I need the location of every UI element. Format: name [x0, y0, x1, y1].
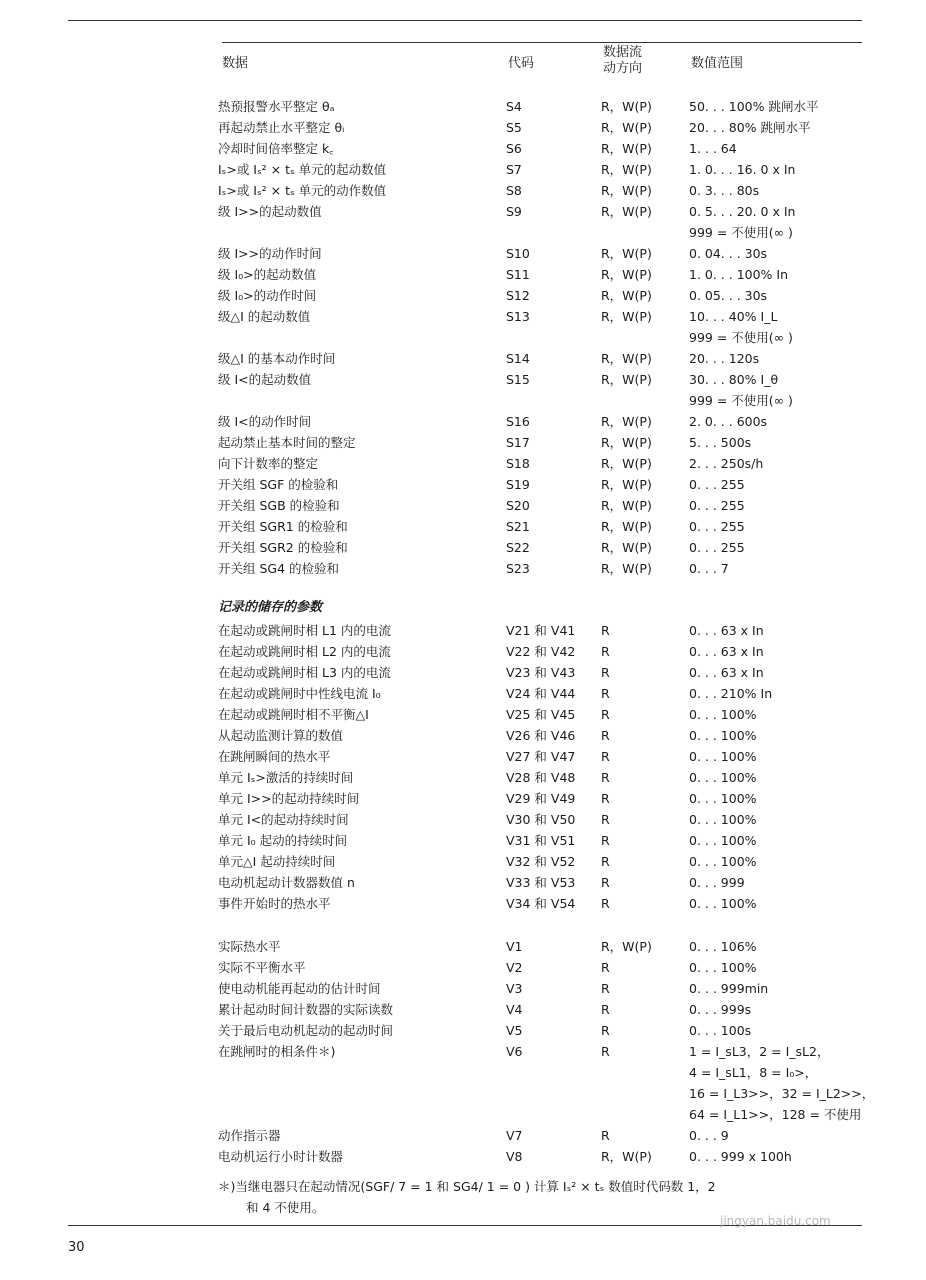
cell-code: S18 [506, 456, 530, 471]
cell-flow: R，W(P) [601, 456, 652, 471]
cell-name: 实际热水平 [218, 939, 281, 954]
cell-name: Iₛ>或 Iₛ² × tₛ 单元的动作数值 [218, 183, 387, 198]
table-row [0, 96, 926, 117]
cell-code: S12 [506, 288, 530, 303]
table-row [0, 809, 926, 830]
cell-range: 0. . . 100% [689, 749, 757, 764]
cell-flow: R [601, 623, 610, 638]
cell-range: 0. 04. . . 30s [689, 246, 768, 261]
cell-flow: R [601, 981, 610, 996]
cell-code: S20 [506, 498, 530, 513]
table-row [0, 243, 926, 264]
cell-code: S8 [506, 183, 522, 198]
table-row [0, 222, 926, 243]
cell-flow: R [601, 875, 610, 890]
table-row [0, 893, 926, 914]
cell-range: 20. . . 120s [689, 351, 760, 366]
cell-name: 在起动或跳闸时相 L3 内的电流 [218, 665, 391, 680]
cell-code: S16 [506, 414, 530, 429]
cell-flow: R，W(P) [601, 519, 652, 534]
cell-flow: R，W(P) [601, 372, 652, 387]
cell-range: 0. . . 999s [689, 1002, 752, 1017]
table-row [0, 369, 926, 390]
table-row [0, 683, 926, 704]
table-row [0, 138, 926, 159]
cell-range: 0. . . 100s [689, 1023, 752, 1038]
cell-range: 30. . . 80% I_θ [689, 372, 779, 387]
cell-code: S19 [506, 477, 530, 492]
cell-code: V32 和 V52 [506, 854, 576, 869]
cell-flow: R [601, 812, 610, 827]
cell-range: 0. . . 210% In [689, 686, 773, 701]
table-row [0, 348, 926, 369]
table-row [0, 1020, 926, 1041]
cell-name: 级 I₀>的起动数值 [218, 267, 317, 282]
cell-range: 0. . . 100% [689, 960, 757, 975]
cell-range: 5. . . 500s [689, 435, 752, 450]
cell-range: 0. . . 999 x 100h [689, 1149, 792, 1164]
cell-range: 0. 5. . . 20. 0 x In [689, 204, 796, 219]
cell-flow: R，W(P) [601, 309, 652, 324]
cell-name: 在起动或跳闸时相 L1 内的电流 [218, 623, 391, 638]
cell-name: 电动机运行小时计数器 [218, 1149, 344, 1164]
table-row [0, 746, 926, 767]
table-row [0, 767, 926, 788]
header-flow-line2: 动方向 [603, 61, 643, 76]
cell-range: 1. . . 64 [689, 141, 737, 156]
cell-name: 在跳闸时的相条件＊) [218, 1044, 336, 1059]
table-row [0, 453, 926, 474]
cell-flow: R，W(P) [601, 288, 652, 303]
cell-flow: R [601, 665, 610, 680]
cell-flow: R，W(P) [601, 246, 652, 261]
table-row [0, 411, 926, 432]
cell-flow: R，W(P) [601, 561, 652, 576]
cell-range: 1. 0. . . 100% In [689, 267, 789, 282]
cell-name: 热预报警水平整定 θₐ [218, 99, 335, 114]
cell-name: 级 I₀>的动作时间 [218, 288, 317, 303]
cell-flow: R，W(P) [601, 267, 652, 282]
cell-flow: R，W(P) [601, 939, 652, 954]
cell-name: 单元 I<的起动持续时间 [218, 812, 349, 827]
cell-range: 0. . . 999 [689, 875, 745, 890]
cell-name: Iₛ>或 Iₛ² × tₛ 单元的起动数值 [218, 162, 387, 177]
table-row [0, 620, 926, 641]
table-row [0, 704, 926, 725]
cell-code: V7 [506, 1128, 523, 1143]
cell-flow: R [601, 854, 610, 869]
table-row [0, 474, 926, 495]
cell-flow: R，W(P) [601, 1149, 652, 1164]
cell-code: S9 [506, 204, 522, 219]
cell-code: S17 [506, 435, 530, 450]
cell-name: 开关组 SGR1 的检验和 [218, 519, 348, 534]
cell-flow: R，W(P) [601, 540, 652, 555]
cell-name: 级 I>>的起动数值 [218, 204, 322, 219]
cell-name: 单元 I>>的起动持续时间 [218, 791, 360, 806]
cell-code: V29 和 V49 [506, 791, 576, 806]
cell-range: 0. . . 100% [689, 896, 757, 911]
cell-range: 0. . . 999min [689, 981, 769, 996]
table-row [0, 117, 926, 138]
cell-code: V1 [506, 939, 523, 954]
page-number: 30 [68, 1240, 85, 1255]
cell-name: 累计起动时间计数器的实际读数 [218, 1002, 394, 1017]
cell-code: V25 和 V45 [506, 707, 576, 722]
cell-flow: R，W(P) [601, 435, 652, 450]
cell-name: 在起动或跳闸时相不平衡△I [218, 707, 369, 722]
cell-code: S10 [506, 246, 530, 261]
cell-name: 冷却时间倍率整定 k꜀ [218, 141, 334, 156]
cell-code: S5 [506, 120, 522, 135]
cell-range: 999 = 不使用(∞ ) [689, 393, 793, 408]
cell-range: 4 = I_sL1，8 = I₀>， [689, 1065, 818, 1080]
cell-name: 级 I>>的动作时间 [218, 246, 322, 261]
cell-code: V28 和 V48 [506, 770, 576, 785]
cell-range: 0. . . 255 [689, 540, 745, 555]
cell-code: V24 和 V44 [506, 686, 576, 701]
cell-flow: R [601, 1128, 610, 1143]
cell-name: 事件开始时的热水平 [218, 896, 331, 911]
table-row [0, 641, 926, 662]
cell-flow: R，W(P) [601, 120, 652, 135]
cell-code: V21 和 V41 [506, 623, 576, 638]
cell-flow: R，W(P) [601, 99, 652, 114]
table-row [0, 1125, 926, 1146]
cell-range: 999 = 不使用(∞ ) [689, 330, 793, 345]
table-row [0, 306, 926, 327]
cell-flow: R [601, 728, 610, 743]
header-code: 代码 [508, 56, 535, 71]
cell-code: V2 [506, 960, 523, 975]
cell-code: S6 [506, 141, 522, 156]
cell-range: 999 = 不使用(∞ ) [689, 225, 793, 240]
table-row [0, 936, 926, 957]
cell-range: 0. . . 255 [689, 519, 745, 534]
cell-name: 关于最后电动机起动的起动时间 [218, 1023, 394, 1038]
cell-code: V4 [506, 1002, 523, 1017]
cell-flow: R [601, 833, 610, 848]
cell-name: 级 I<的动作时间 [218, 414, 312, 429]
cell-range: 1 = I_sL3，2 = I_sL2， [689, 1044, 830, 1059]
cell-range: 0. . . 7 [689, 561, 729, 576]
table-row [0, 1041, 926, 1062]
table-row [0, 1146, 926, 1167]
cell-flow: R [601, 749, 610, 764]
cell-name: 开关组 SGB 的检验和 [218, 498, 340, 513]
cell-name: 实际不平衡水平 [218, 960, 306, 975]
cell-flow: R，W(P) [601, 183, 652, 198]
cell-range: 0. 3. . . 80s [689, 183, 760, 198]
cell-flow: R [601, 896, 610, 911]
cell-range: 0. . . 255 [689, 498, 745, 513]
cell-code: V5 [506, 1023, 523, 1038]
cell-range: 50. . . 100% 跳闸水平 [689, 99, 819, 114]
cell-name: 电动机起动计数器数值 n [218, 875, 355, 890]
cell-code: V34 和 V54 [506, 896, 576, 911]
cell-flow: R [601, 644, 610, 659]
cell-code: S23 [506, 561, 530, 576]
table-row [0, 872, 926, 893]
header-flow-line1: 数据流 [603, 45, 643, 60]
footnote-line2: 和 4 不使用。 [246, 1200, 325, 1215]
table-row [0, 662, 926, 683]
table-row [0, 957, 926, 978]
table-row [0, 1083, 926, 1104]
cell-range: 2. . . 250s/h [689, 456, 764, 471]
footnote-line1: ＊)当继电器只在起动情况(SGF/ 7 = 1 和 SG4/ 1 = 0 ) 计算 Iₛ² × tₛ 数值时代码数 1，2 [218, 1179, 716, 1194]
cell-code: V6 [506, 1044, 523, 1059]
cell-range: 0. 05. . . 30s [689, 288, 768, 303]
cell-flow: R [601, 791, 610, 806]
cell-code: V23 和 V43 [506, 665, 576, 680]
table-row [0, 516, 926, 537]
cell-range: 0. . . 100% [689, 728, 757, 743]
cell-flow: R [601, 770, 610, 785]
cell-code: V3 [506, 981, 523, 996]
cell-flow: R，W(P) [601, 204, 652, 219]
cell-code: V33 和 V53 [506, 875, 576, 890]
cell-name: 在起动或跳闸时中性线电流 I₀ [218, 686, 381, 701]
watermark: jingyan.baidu.com [720, 1214, 831, 1228]
cell-range: 16 = I_L3>>，32 = I_L2>>， [689, 1086, 875, 1101]
cell-name: 级 I<的起动数值 [218, 372, 312, 387]
cell-name: 级△I 的起动数值 [218, 309, 311, 324]
cell-name: 动作指示器 [218, 1128, 281, 1143]
cell-range: 0. . . 63 x In [689, 665, 764, 680]
cell-range: 0. . . 100% [689, 707, 757, 722]
cell-range: 2. 0. . . 600s [689, 414, 768, 429]
table-row [0, 1062, 926, 1083]
cell-name: 再起动禁止水平整定 θᵢ [218, 120, 345, 135]
cell-range: 0. . . 63 x In [689, 623, 764, 638]
cell-range: 1. 0. . . 16. 0 x In [689, 162, 796, 177]
cell-range: 0. . . 106% [689, 939, 757, 954]
cell-code: S21 [506, 519, 530, 534]
table-row [0, 725, 926, 746]
cell-range: 0. . . 255 [689, 477, 745, 492]
table-row [0, 264, 926, 285]
table-row [0, 495, 926, 516]
cell-flow: R，W(P) [601, 351, 652, 366]
cell-flow: R [601, 1002, 610, 1017]
cell-name: 在跳闸瞬间的热水平 [218, 749, 331, 764]
table-row [0, 788, 926, 809]
header-range: 数值范围 [691, 56, 744, 71]
cell-flow: R，W(P) [601, 162, 652, 177]
cell-flow: R [601, 960, 610, 975]
cell-code: S22 [506, 540, 530, 555]
table-row [0, 327, 926, 348]
cell-range: 64 = I_L1>>，128 = 不使用 [689, 1107, 862, 1122]
cell-flow: R [601, 1044, 610, 1059]
cell-range: 0. . . 100% [689, 812, 757, 827]
cell-code: V27 和 V47 [506, 749, 576, 764]
cell-flow: R [601, 1023, 610, 1038]
table-row [0, 978, 926, 999]
table-row [0, 999, 926, 1020]
cell-flow: R，W(P) [601, 414, 652, 429]
table-row [0, 1104, 926, 1125]
table-row [0, 285, 926, 306]
cell-range: 0. . . 63 x In [689, 644, 764, 659]
table-row [0, 558, 926, 579]
cell-range: 0. . . 9 [689, 1128, 729, 1143]
cell-flow: R [601, 707, 610, 722]
cell-flow: R，W(P) [601, 498, 652, 513]
header-data: 数据 [222, 56, 249, 71]
table-row [0, 390, 926, 411]
cell-name: 向下计数率的整定 [218, 456, 319, 471]
cell-name: 起动禁止基本时间的整定 [218, 435, 356, 450]
cell-code: V8 [506, 1149, 523, 1164]
cell-code: V26 和 V46 [506, 728, 576, 743]
cell-code: S14 [506, 351, 530, 366]
cell-name: 单元 Iₛ>激活的持续时间 [218, 770, 354, 785]
cell-code: S11 [506, 267, 530, 282]
cell-flow: R，W(P) [601, 477, 652, 492]
cell-name: 从起动监测计算的数值 [218, 728, 344, 743]
cell-flow: R，W(P) [601, 141, 652, 156]
cell-range: 0. . . 100% [689, 833, 757, 848]
table-row [0, 201, 926, 222]
cell-name: 单元 I₀ 起动的持续时间 [218, 833, 348, 848]
cell-name: 使电动机能再起动的估计时间 [218, 981, 381, 996]
cell-range: 0. . . 100% [689, 854, 757, 869]
records-section-title: 记录的储存的参数 [218, 600, 323, 615]
cell-name: 开关组 SGF 的检验和 [218, 477, 339, 492]
cell-code: V31 和 V51 [506, 833, 576, 848]
cell-code: S4 [506, 99, 522, 114]
cell-range: 20. . . 80% 跳闸水平 [689, 120, 811, 135]
cell-range: 10. . . 40% I_L [689, 309, 778, 324]
cell-name: 开关组 SG4 的检验和 [218, 561, 340, 576]
cell-flow: R [601, 686, 610, 701]
table-row [0, 851, 926, 872]
cell-range: 0. . . 100% [689, 791, 757, 806]
cell-name: 单元△I 起动持续时间 [218, 854, 336, 869]
table-row [0, 159, 926, 180]
table-row [0, 432, 926, 453]
cell-name: 在起动或跳闸时相 L2 内的电流 [218, 644, 391, 659]
table-row [0, 180, 926, 201]
cell-code: S13 [506, 309, 530, 324]
table-row [0, 830, 926, 851]
cell-range: 0. . . 100% [689, 770, 757, 785]
cell-code: V22 和 V42 [506, 644, 576, 659]
cell-code: S7 [506, 162, 522, 177]
table-row [0, 537, 926, 558]
cell-code: V30 和 V50 [506, 812, 576, 827]
cell-name: 级△I 的基本动作时间 [218, 351, 336, 366]
cell-name: 开关组 SGR2 的检验和 [218, 540, 348, 555]
cell-code: S15 [506, 372, 530, 387]
